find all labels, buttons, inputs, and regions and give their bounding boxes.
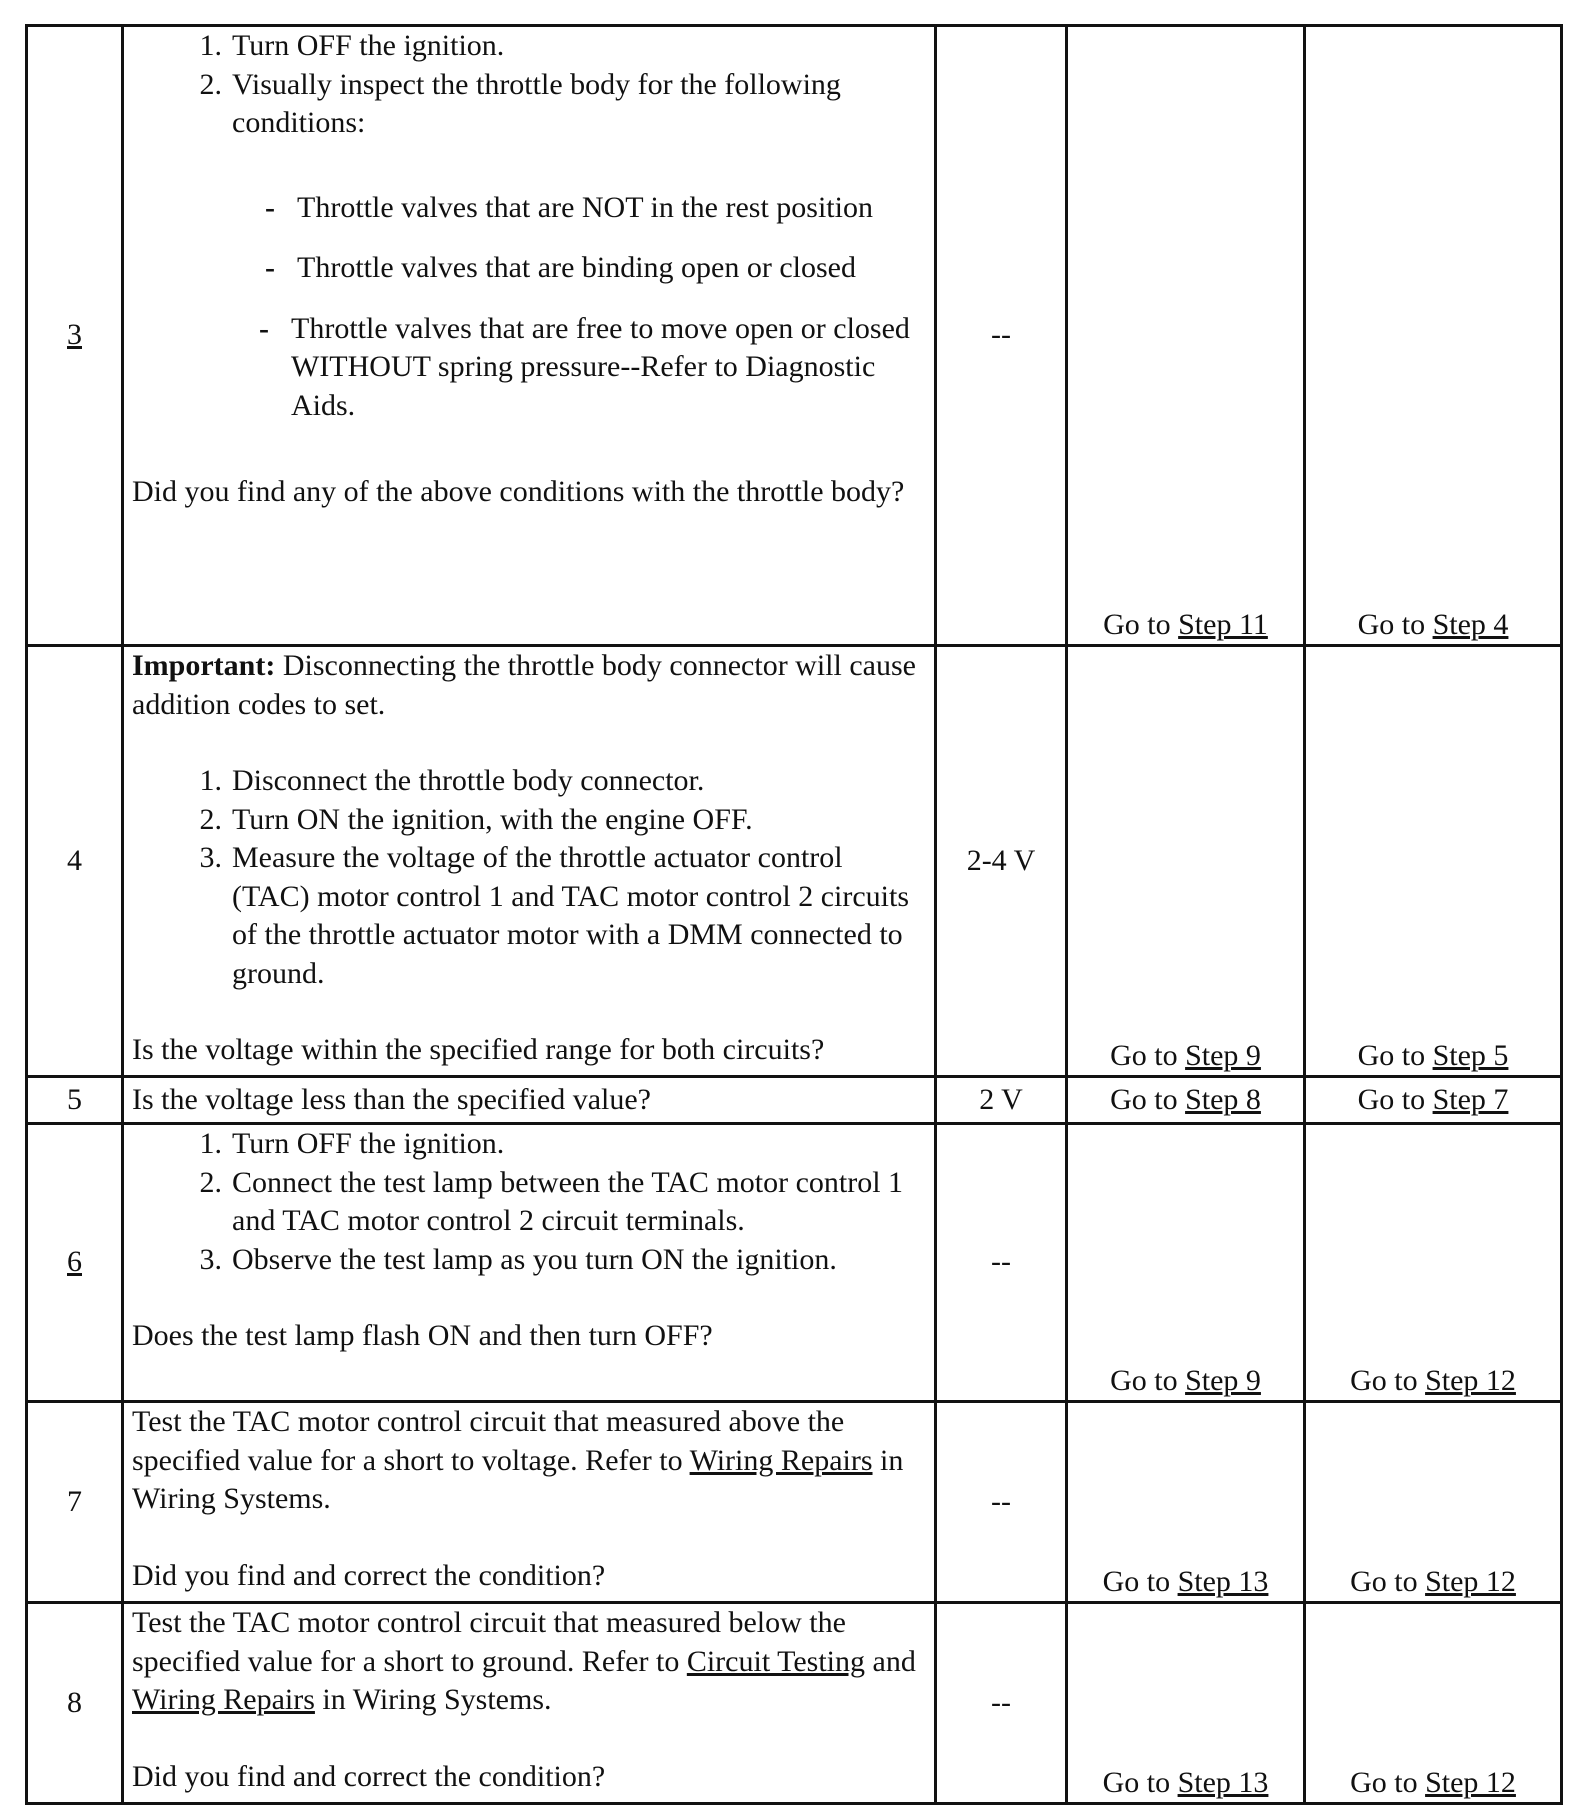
action-steps bbox=[132, 1125, 926, 1279]
yes-cell: Go to Step 9 bbox=[1067, 646, 1305, 1077]
goto-step-link[interactable]: Step 11 bbox=[1178, 607, 1268, 641]
step-number: 5 bbox=[27, 1077, 123, 1124]
circuit-testing-link[interactable]: Circuit Testing bbox=[686, 1644, 865, 1678]
no-cell: Go to Step 12 bbox=[1305, 1603, 1562, 1804]
action-text: Test the TAC motor control circuit that measured below the specified value for a short to ground. Refer to Circuit Testing and Wiring Repairs in Wiring Systems. bbox=[132, 1606, 916, 1716]
list-item: 2. Visually inspect the throttle body for the following conditions: bbox=[199, 67, 841, 139]
value-cell: 2 V bbox=[936, 1077, 1067, 1124]
question-text: Is the voltage less than the specified value? bbox=[132, 1082, 651, 1116]
goto-step-link[interactable]: Step 12 bbox=[1425, 1564, 1516, 1598]
goto-step-link[interactable]: Step 8 bbox=[1185, 1082, 1261, 1116]
value-cell: -- bbox=[936, 26, 1067, 646]
action-cell bbox=[123, 26, 936, 646]
action-cell bbox=[123, 1402, 936, 1603]
yes-cell: Go to Step 8 bbox=[1067, 1077, 1305, 1124]
table-row-step-3 bbox=[27, 26, 1562, 646]
yes-cell: Go to Step 13 bbox=[1067, 1402, 1305, 1603]
wiring-repairs-link[interactable]: Wiring Repairs bbox=[689, 1443, 873, 1477]
step-number[interactable]: 6 bbox=[27, 1124, 123, 1402]
no-cell: Go to Step 7 bbox=[1305, 1077, 1562, 1124]
step-number: 7 bbox=[27, 1402, 123, 1603]
goto-step-link[interactable]: Step 9 bbox=[1185, 1363, 1261, 1397]
goto-step-link[interactable]: Step 12 bbox=[1425, 1363, 1516, 1397]
question-text: Does the test lamp flash ON and then turn OFF? bbox=[132, 1319, 713, 1352]
list-item: 1. Turn OFF the ignition. bbox=[199, 1127, 505, 1160]
goto-step-link[interactable]: Step 12 bbox=[1425, 1765, 1516, 1799]
table-row-step-4 bbox=[27, 646, 1562, 1077]
list-item: - Throttle valves that are binding open or closed bbox=[265, 249, 926, 288]
action-cell bbox=[123, 1603, 936, 1804]
no-cell: Go to Step 5 bbox=[1305, 646, 1562, 1077]
action-steps bbox=[132, 27, 926, 143]
yes-cell: Go to Step 11 bbox=[1067, 26, 1305, 646]
important-note: Important: Disconnecting the throttle body connector will cause addition codes to set. bbox=[132, 649, 916, 721]
step-number[interactable]: 3 bbox=[27, 26, 123, 646]
wiring-repairs-link[interactable]: Wiring Repairs bbox=[132, 1683, 315, 1716]
question-text: Is the voltage within the specified range for both circuits? bbox=[132, 1033, 825, 1066]
question-text: Did you find and correct the condition? bbox=[132, 1759, 606, 1793]
list-item: 3. Measure the voltage of the throttle actuator control (TAC) motor control 1 and TAC motor control 2 circuits of the throttle actuator motor with a DMM connected to ground. bbox=[199, 841, 910, 990]
question-text: Did you find any of the above conditions with the throttle body? bbox=[132, 475, 905, 508]
yes-cell: Go to Step 13 bbox=[1067, 1603, 1305, 1804]
value-cell: 2-4 V bbox=[936, 646, 1067, 1077]
goto-step-link[interactable]: Step 4 bbox=[1432, 607, 1509, 641]
yes-cell: Go to Step 9 bbox=[1067, 1124, 1305, 1402]
action-cell bbox=[123, 646, 936, 1077]
goto-step-link[interactable]: Step 13 bbox=[1177, 1564, 1269, 1598]
no-cell: Go to Step 12 bbox=[1305, 1402, 1562, 1603]
goto-step-link[interactable]: Step 9 bbox=[1185, 1038, 1261, 1072]
goto-step-link[interactable]: Step 13 bbox=[1177, 1765, 1269, 1799]
action-cell bbox=[123, 1124, 936, 1402]
value-cell: -- bbox=[936, 1603, 1067, 1804]
table-row-step-5 bbox=[27, 1077, 1562, 1124]
list-item: 2. Turn ON the ignition, with the engine OFF. bbox=[199, 802, 753, 836]
list-item: - Throttle valves that are NOT in the rest position bbox=[265, 189, 926, 228]
no-cell: Go to Step 12 bbox=[1305, 1124, 1562, 1402]
step-number: 8 bbox=[27, 1603, 123, 1804]
action-cell bbox=[123, 1077, 936, 1124]
diagnostic-table bbox=[25, 24, 1563, 1805]
list-item: - Throttle valves that are free to move open or closed WITHOUT spring pressure--Refer to Diagnostic Aids. bbox=[259, 310, 926, 426]
condition-list bbox=[132, 189, 926, 426]
value-cell: -- bbox=[936, 1124, 1067, 1402]
action-steps bbox=[132, 762, 926, 993]
table-row-step-7 bbox=[27, 1402, 1562, 1603]
table-row-step-6 bbox=[27, 1124, 1562, 1402]
step-number: 4 bbox=[27, 646, 123, 1077]
list-item: 1. Disconnect the throttle body connector. bbox=[199, 764, 705, 797]
goto-step-link[interactable]: Step 7 bbox=[1432, 1082, 1509, 1116]
goto-step-link[interactable]: Step 5 bbox=[1432, 1038, 1509, 1072]
action-text: Test the TAC motor control circuit that measured above the specified value for a short to voltage. Refer to Wiring Repairs in Wiring Systems. bbox=[132, 1405, 904, 1515]
value-cell: -- bbox=[936, 1402, 1067, 1603]
list-item: 1. Turn OFF the ignition. bbox=[199, 29, 505, 62]
no-cell: Go to Step 4 bbox=[1305, 26, 1562, 646]
question-text: Did you find and correct the condition? bbox=[132, 1558, 606, 1592]
list-item: 2. Connect the test lamp between the TAC motor control 1 and TAC motor control 2 circuit terminals. bbox=[199, 1165, 904, 1237]
table-row-step-8 bbox=[27, 1603, 1562, 1804]
list-item: 3. Observe the test lamp as you turn ON the ignition. bbox=[199, 1242, 837, 1276]
